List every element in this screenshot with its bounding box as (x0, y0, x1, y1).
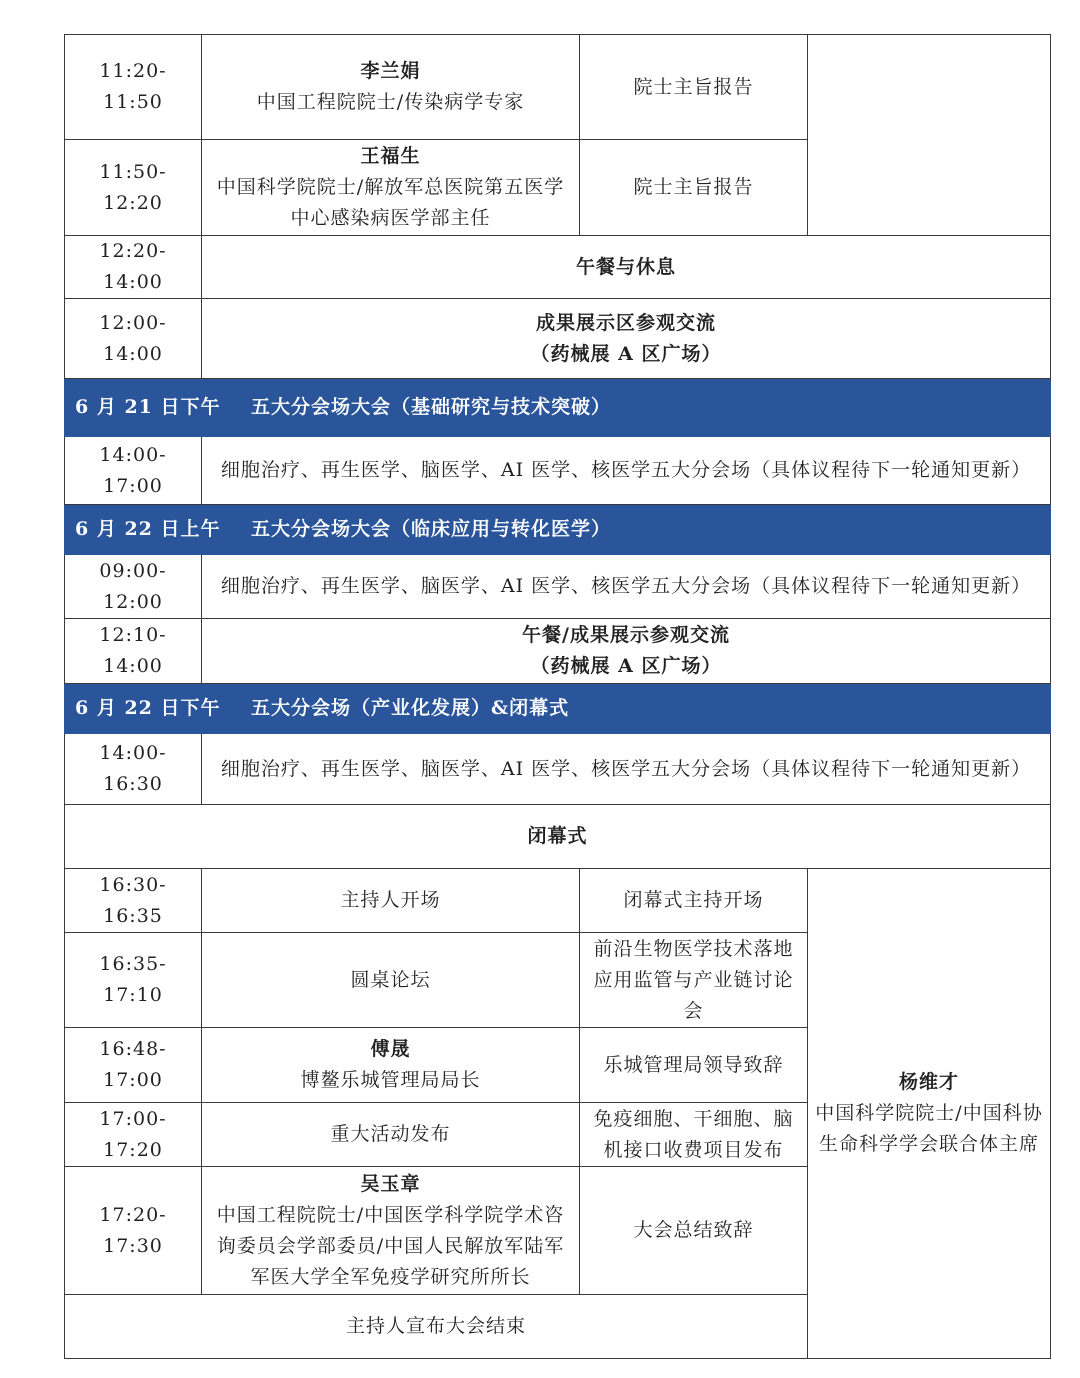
table-row (65, 35, 1051, 140)
table-row (65, 734, 1051, 805)
band-date: 6 月 22 日上午 (75, 518, 221, 540)
agenda-table (64, 34, 1051, 1359)
table-row (65, 299, 1051, 379)
topic-cell: 乐城管理局领导致辞 (580, 1028, 808, 1103)
speaker-cell (202, 35, 580, 140)
time-cell: 16:48-17:00 (65, 1028, 202, 1103)
time-cell: 16:35-17:10 (65, 933, 202, 1028)
time-cell: 11:50-12:20 (65, 140, 202, 236)
time-cell: 11:20-11:50 (65, 35, 202, 140)
host-cell (808, 869, 1051, 1359)
speaker-title: 博鳌乐城管理局局长 (300, 1069, 481, 1091)
band-cell (65, 684, 1051, 734)
exhibit-line1: 成果展示区参观交流 (535, 311, 716, 334)
section-band (65, 505, 1051, 555)
band-title: 五大分会场大会（临床应用与转化医学） (251, 518, 612, 540)
host-name: 杨维才 (898, 1071, 959, 1093)
time-cell: 17:00-17:20 (65, 1103, 202, 1167)
band-cell (65, 505, 1051, 555)
speaker-name: 王福生 (360, 145, 421, 167)
session-cell: 细胞治疗、再生医学、脑医学、AI 医学、核医学五大分会场（具体议程待下一轮通知更新） (202, 734, 1051, 805)
closing-end: 主持人宣布大会结束 (65, 1295, 808, 1359)
time-cell: 12:00-14:00 (65, 299, 202, 379)
speaker-title: 中国科学院院士/解放军总医院第五医学中心感染病医学部主任 (216, 176, 565, 229)
topic-cell: 免疫细胞、干细胞、脑机接口收费项目发布 (580, 1103, 808, 1167)
speaker-name: 李兰娟 (360, 60, 421, 82)
band-title: 五大分会场（产业化发展）&闭幕式 (251, 697, 570, 719)
band-date: 6 月 22 日下午 (75, 697, 221, 719)
table-row (65, 869, 1051, 933)
topic-cell: 闭幕式主持开场 (580, 869, 808, 933)
session-cell: 细胞治疗、再生医学、脑医学、AI 医学、核医学五大分会场（具体议程待下一轮通知更新） (202, 437, 1051, 505)
speaker-cell (202, 1167, 580, 1295)
speaker-cell: 主持人开场 (202, 869, 580, 933)
topic-cell: 前沿生物医学技术落地应用监管与产业链讨论会 (580, 933, 808, 1028)
speaker-title: 中国工程院院士/传染病学专家 (256, 91, 525, 113)
lunch-label: 午餐与休息 (202, 236, 1051, 299)
exhibit-cell (202, 299, 1051, 379)
topic-cell: 院士主旨报告 (580, 35, 808, 140)
lunch2-cell (202, 619, 1051, 684)
band-title: 五大分会场大会（基础研究与技术突破） (251, 396, 612, 418)
table-row (65, 437, 1051, 505)
section-band (65, 684, 1051, 734)
lunch2-line2: （药械展 A 区广场） (530, 655, 722, 677)
topic-cell: 院士主旨报告 (580, 140, 808, 236)
table-row (65, 236, 1051, 299)
table-row (65, 619, 1051, 684)
speaker-title: 中国工程院院士/中国医学科学院学术咨询委员会学部委员/中国人民解放军陆军军医大学全军免疫学研究所所长 (216, 1203, 565, 1288)
time-cell: 17:20-17:30 (65, 1167, 202, 1295)
band-cell (65, 379, 1051, 437)
speaker-cell: 圆桌论坛 (202, 933, 580, 1028)
closing-header: 闭幕式 (65, 805, 1051, 869)
speaker-cell: 重大活动发布 (202, 1103, 580, 1167)
speaker-name: 吴玉章 (360, 1172, 421, 1195)
time-cell: 16:30-16:35 (65, 869, 202, 933)
session-cell: 细胞治疗、再生医学、脑医学、AI 医学、核医学五大分会场（具体议程待下一轮通知更新） (202, 555, 1051, 619)
section-band (65, 379, 1051, 437)
host-title: 中国科学院院士/中国科协生命科学学会联合体主席 (815, 1102, 1043, 1155)
speaker-name: 傅晟 (370, 1038, 411, 1060)
time-cell: 09:00-12:00 (65, 555, 202, 619)
speaker-cell (202, 1028, 580, 1103)
exhibit-line2: （药械展 A 区广场） (530, 342, 722, 365)
time-cell: 14:00-16:30 (65, 734, 202, 805)
time-cell: 12:20-14:00 (65, 236, 202, 299)
speaker-cell (202, 140, 580, 236)
time-cell: 12:10-14:00 (65, 619, 202, 684)
table-row (65, 555, 1051, 619)
table-row (65, 805, 1051, 869)
topic-cell: 大会总结致辞 (580, 1167, 808, 1295)
host-cell-empty (808, 35, 1051, 236)
band-date: 6 月 21 日下午 (75, 396, 221, 418)
time-cell: 14:00-17:00 (65, 437, 202, 505)
lunch2-line1: 午餐/成果展示参观交流 (522, 624, 730, 646)
